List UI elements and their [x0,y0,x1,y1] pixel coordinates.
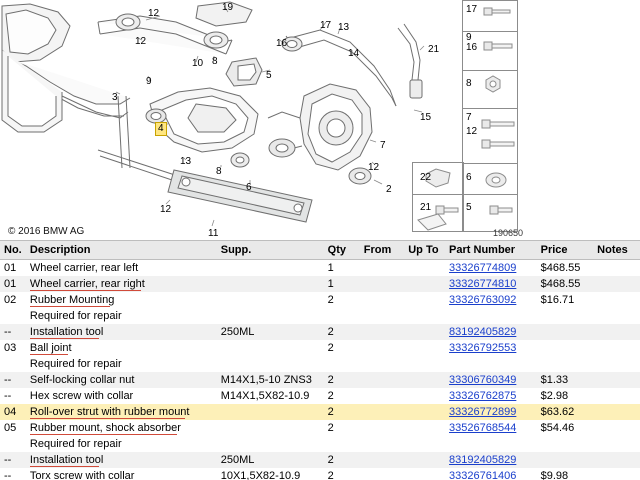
cell-qty: 1 [324,276,360,292]
cell-description [26,404,217,420]
diagram-callout[interactable]: 13 [338,22,350,33]
cell-from [360,340,404,356]
cell-upto [404,340,445,356]
part-number-link[interactable]: 33326763092 [449,294,517,306]
cell-notes [593,260,640,277]
hardware-callout[interactable]: 22 [420,172,432,183]
hardware-callout[interactable]: 9 [466,32,472,43]
column-header-no[interactable]: No. [0,241,26,260]
table-row[interactable] [0,356,640,372]
cell-notes [593,468,640,480]
cell-price [537,324,594,340]
diagram-callout[interactable]: 10 [192,58,204,69]
diagram-callout[interactable]: 4 [155,122,167,136]
cell-part-number [445,324,537,340]
cell-notes [593,388,640,404]
cell-no: -- [0,452,26,468]
cell-from [360,372,404,388]
cell-no [0,308,26,324]
cell-no: 03 [4,342,17,354]
diagram-callout[interactable]: 6 [246,182,252,193]
cell-supp [217,260,324,277]
cell-price: $9.98 [540,470,569,480]
cell-supp [217,308,324,324]
cell-qty: 2 [327,422,334,434]
cell-upto [404,468,445,480]
copyright-text: © 2016 BMW AG [8,226,85,237]
cell-upto [404,420,445,436]
column-header-description[interactable]: Description [26,241,217,260]
cell-upto [404,276,445,292]
cell-no: -- [0,372,26,388]
cell-upto [404,324,445,340]
cell-from [360,452,404,468]
cell-from [360,356,404,372]
cell-notes [593,436,640,452]
cell-qty [324,356,360,372]
cell-supp [217,276,324,292]
cell-notes [593,372,640,388]
cell-notes [593,324,640,340]
table-row[interactable] [0,276,640,292]
part-number-link[interactable]: 33306760349 [449,374,517,386]
table-row[interactable] [0,292,640,308]
cell-description [26,340,217,356]
cell-price: $468.55 [537,276,594,292]
description-text: Required for repair [29,438,122,450]
hardware-callout[interactable]: 7 [466,112,472,123]
cell-no: -- [4,390,12,402]
cell-supp [217,436,324,452]
column-header-from[interactable]: From [360,241,404,260]
table-row[interactable] [0,308,640,324]
hardware-callout[interactable]: 17 [466,4,478,15]
cell-upto [404,308,445,324]
cell-qty: 2 [324,452,360,468]
cell-qty: 2 [327,470,334,480]
table-row[interactable] [0,436,640,452]
cell-qty: 2 [324,324,360,340]
cell-from [360,308,404,324]
table-row[interactable] [0,340,640,356]
table-row[interactable] [0,420,640,436]
cell-qty: 2 [327,390,334,402]
cell-notes [593,340,640,356]
hardware-callout[interactable]: 5 [466,202,472,213]
description-text: Torx screw with collar [29,470,135,480]
table-row[interactable] [0,324,640,340]
cell-part-number [445,436,537,452]
cell-upto [404,404,445,420]
column-header-part-number[interactable]: Part Number [445,241,537,260]
cell-supp [217,356,324,372]
cell-supp [217,420,324,436]
cell-qty [324,436,360,452]
description-text: Self-locking collar nut [29,374,135,386]
cell-from [360,292,404,308]
parts-table-container[interactable] [0,240,640,480]
cell-no: 01 [4,262,17,274]
cell-price [537,308,594,324]
hardware-callout[interactable]: 16 [466,42,478,53]
description-text: Hex screw with collar [29,390,134,402]
cell-notes [593,308,640,324]
diagram-callout[interactable]: 19 [222,2,234,13]
cell-price: $468.55 [540,262,581,274]
cell-part-number [445,404,537,420]
cell-price [537,452,594,468]
parts-table [0,240,640,480]
description-text: Rubber mount, shock absorber [29,422,181,434]
table-row[interactable] [0,388,640,404]
cell-price [537,340,594,356]
description-text: Rubber Mounting [29,294,115,306]
cell-upto [404,388,445,404]
cell-upto [404,260,445,277]
diagram-callout[interactable]: 9 [146,76,152,87]
part-number-link[interactable]: 33326761406 [449,470,517,480]
cell-notes [593,292,640,308]
cell-no: -- [4,470,12,480]
table-header-row [0,241,640,260]
description-text: Ball joint [29,342,72,354]
cell-description [26,420,217,436]
cell-description [26,452,217,468]
diagram-callout[interactable]: 13 [180,156,192,167]
part-number-link[interactable]: 33326774809 [449,262,517,274]
cell-notes [593,420,640,436]
cell-part-number [445,340,537,356]
part-number-link[interactable]: 33326792553 [449,342,517,354]
diagram-callout[interactable]: 2 [386,184,392,195]
hardware-callout[interactable]: 6 [466,172,472,183]
cell-qty [324,308,360,324]
column-header-upto[interactable]: Up To [404,241,445,260]
cell-from [360,420,404,436]
diagram-callout[interactable]: 17 [320,20,332,31]
cell-supp: 250ML [217,452,324,468]
cell-qty: 2 [324,372,360,388]
cell-from [360,260,404,277]
description-text: Required for repair [29,310,122,322]
cell-part-number [445,372,537,388]
diagram-callout[interactable]: 5 [266,70,272,81]
part-number-link[interactable]: 83192405829 [449,454,517,466]
cell-supp: 10X1,5X82-10.9 [220,470,301,480]
cell-no [0,436,26,452]
cell-notes [593,452,640,468]
cell-part-number [445,260,537,277]
cell-description [26,468,217,480]
cell-supp: M14X1,5-10 ZNS3 [217,372,324,388]
diagram-callout[interactable]: 7 [380,140,386,151]
diagram-callout[interactable]: 12 [368,162,380,173]
cell-notes [593,276,640,292]
cell-from [360,276,404,292]
cell-supp [217,340,324,356]
cell-part-number [445,356,537,372]
cell-from [360,436,404,452]
cell-upto [404,292,445,308]
diagram-callout[interactable]: 11 [208,228,219,239]
cell-part-number [445,292,537,308]
cell-from [360,324,404,340]
description-text: Wheel carrier, rear right [29,278,145,290]
cell-description [26,276,217,292]
column-header-notes[interactable]: Notes [593,241,640,260]
cell-part-number [445,276,537,292]
cell-supp [217,404,324,420]
description-text: Required for repair [29,358,122,370]
diagram-callout[interactable]: 12 [135,36,147,47]
cell-notes [593,356,640,372]
cell-no: -- [0,324,26,340]
cell-from [360,404,404,420]
description-text: Roll-over strut with rubber mount [29,406,190,418]
cell-no [0,356,26,372]
cell-no: 01 [0,276,26,292]
part-number-link[interactable]: 33326772899 [449,406,517,418]
column-header-price[interactable]: Price [537,241,594,260]
description-text: Wheel carrier, rear left [29,262,139,274]
diagram-callout[interactable]: 21 [428,44,440,55]
hardware-callout[interactable]: 8 [466,78,472,89]
cell-description [26,292,217,308]
cell-description [26,308,217,324]
cell-part-number [445,420,537,436]
part-number-link[interactable]: 33326774810 [449,278,517,290]
cell-supp [217,292,324,308]
part-number-link[interactable]: 83192405829 [449,326,517,338]
diagram-callout[interactable]: 12 [160,204,172,215]
cell-no: 02 [4,294,17,306]
diagram-callout[interactable]: 12 [148,8,160,19]
hardware-callout[interactable]: 12 [466,126,478,137]
cell-qty: 2 [327,342,334,354]
cell-from [360,388,404,404]
cell-supp: M14X1,5X82-10.9 [220,390,310,402]
column-header-qty[interactable]: Qty [324,241,360,260]
cell-description [26,436,217,452]
cell-price [537,356,594,372]
cell-part-number [445,388,537,404]
diagram-callout[interactable]: 16 [276,38,288,49]
cell-price: $63.62 [537,404,594,420]
cell-price: $2.98 [540,390,569,402]
cell-notes [593,404,640,420]
cell-qty: 2 [327,294,334,306]
table-row[interactable] [0,404,640,420]
cell-upto [404,436,445,452]
drawing-number: 190650 [493,228,524,238]
cell-part-number [445,308,537,324]
cell-supp: 250ML [217,324,324,340]
cell-part-number [445,468,537,480]
cell-part-number [445,452,537,468]
cell-qty: 1 [327,262,334,274]
cell-price: $54.46 [540,422,575,434]
cell-upto [404,372,445,388]
cell-description [26,324,217,340]
cell-description [26,388,217,404]
cell-price [537,436,594,452]
column-header-supp[interactable]: Supp. [217,241,324,260]
part-number-link[interactable]: 33526768544 [449,422,517,434]
cell-price: $16.71 [540,294,575,306]
cell-description [26,356,217,372]
diagram-callout[interactable]: 8 [212,56,218,67]
cell-upto [404,356,445,372]
cell-description [26,260,217,277]
cell-from [360,468,404,480]
hardware-callout[interactable]: 21 [420,202,432,213]
table-row[interactable] [0,372,640,388]
table-row[interactable] [0,468,640,480]
part-number-link[interactable]: 33326762875 [449,390,517,402]
description-text: Installation tool [29,454,104,466]
cell-price: $1.33 [537,372,594,388]
parts-table-body [0,260,640,480]
cell-description [26,372,217,388]
table-row[interactable] [0,452,640,468]
cell-no: 04 [0,404,26,420]
diagram-callout[interactable]: 8 [216,166,222,177]
diagram-callout[interactable]: 15 [420,112,432,123]
cell-no: 05 [4,422,17,434]
table-row[interactable] [0,260,640,277]
diagram-callout[interactable]: 3 [112,92,118,103]
diagram-callout[interactable]: 14 [348,48,360,59]
cell-upto [404,452,445,468]
description-text: Installation tool [29,326,104,338]
cell-qty: 2 [324,404,360,420]
